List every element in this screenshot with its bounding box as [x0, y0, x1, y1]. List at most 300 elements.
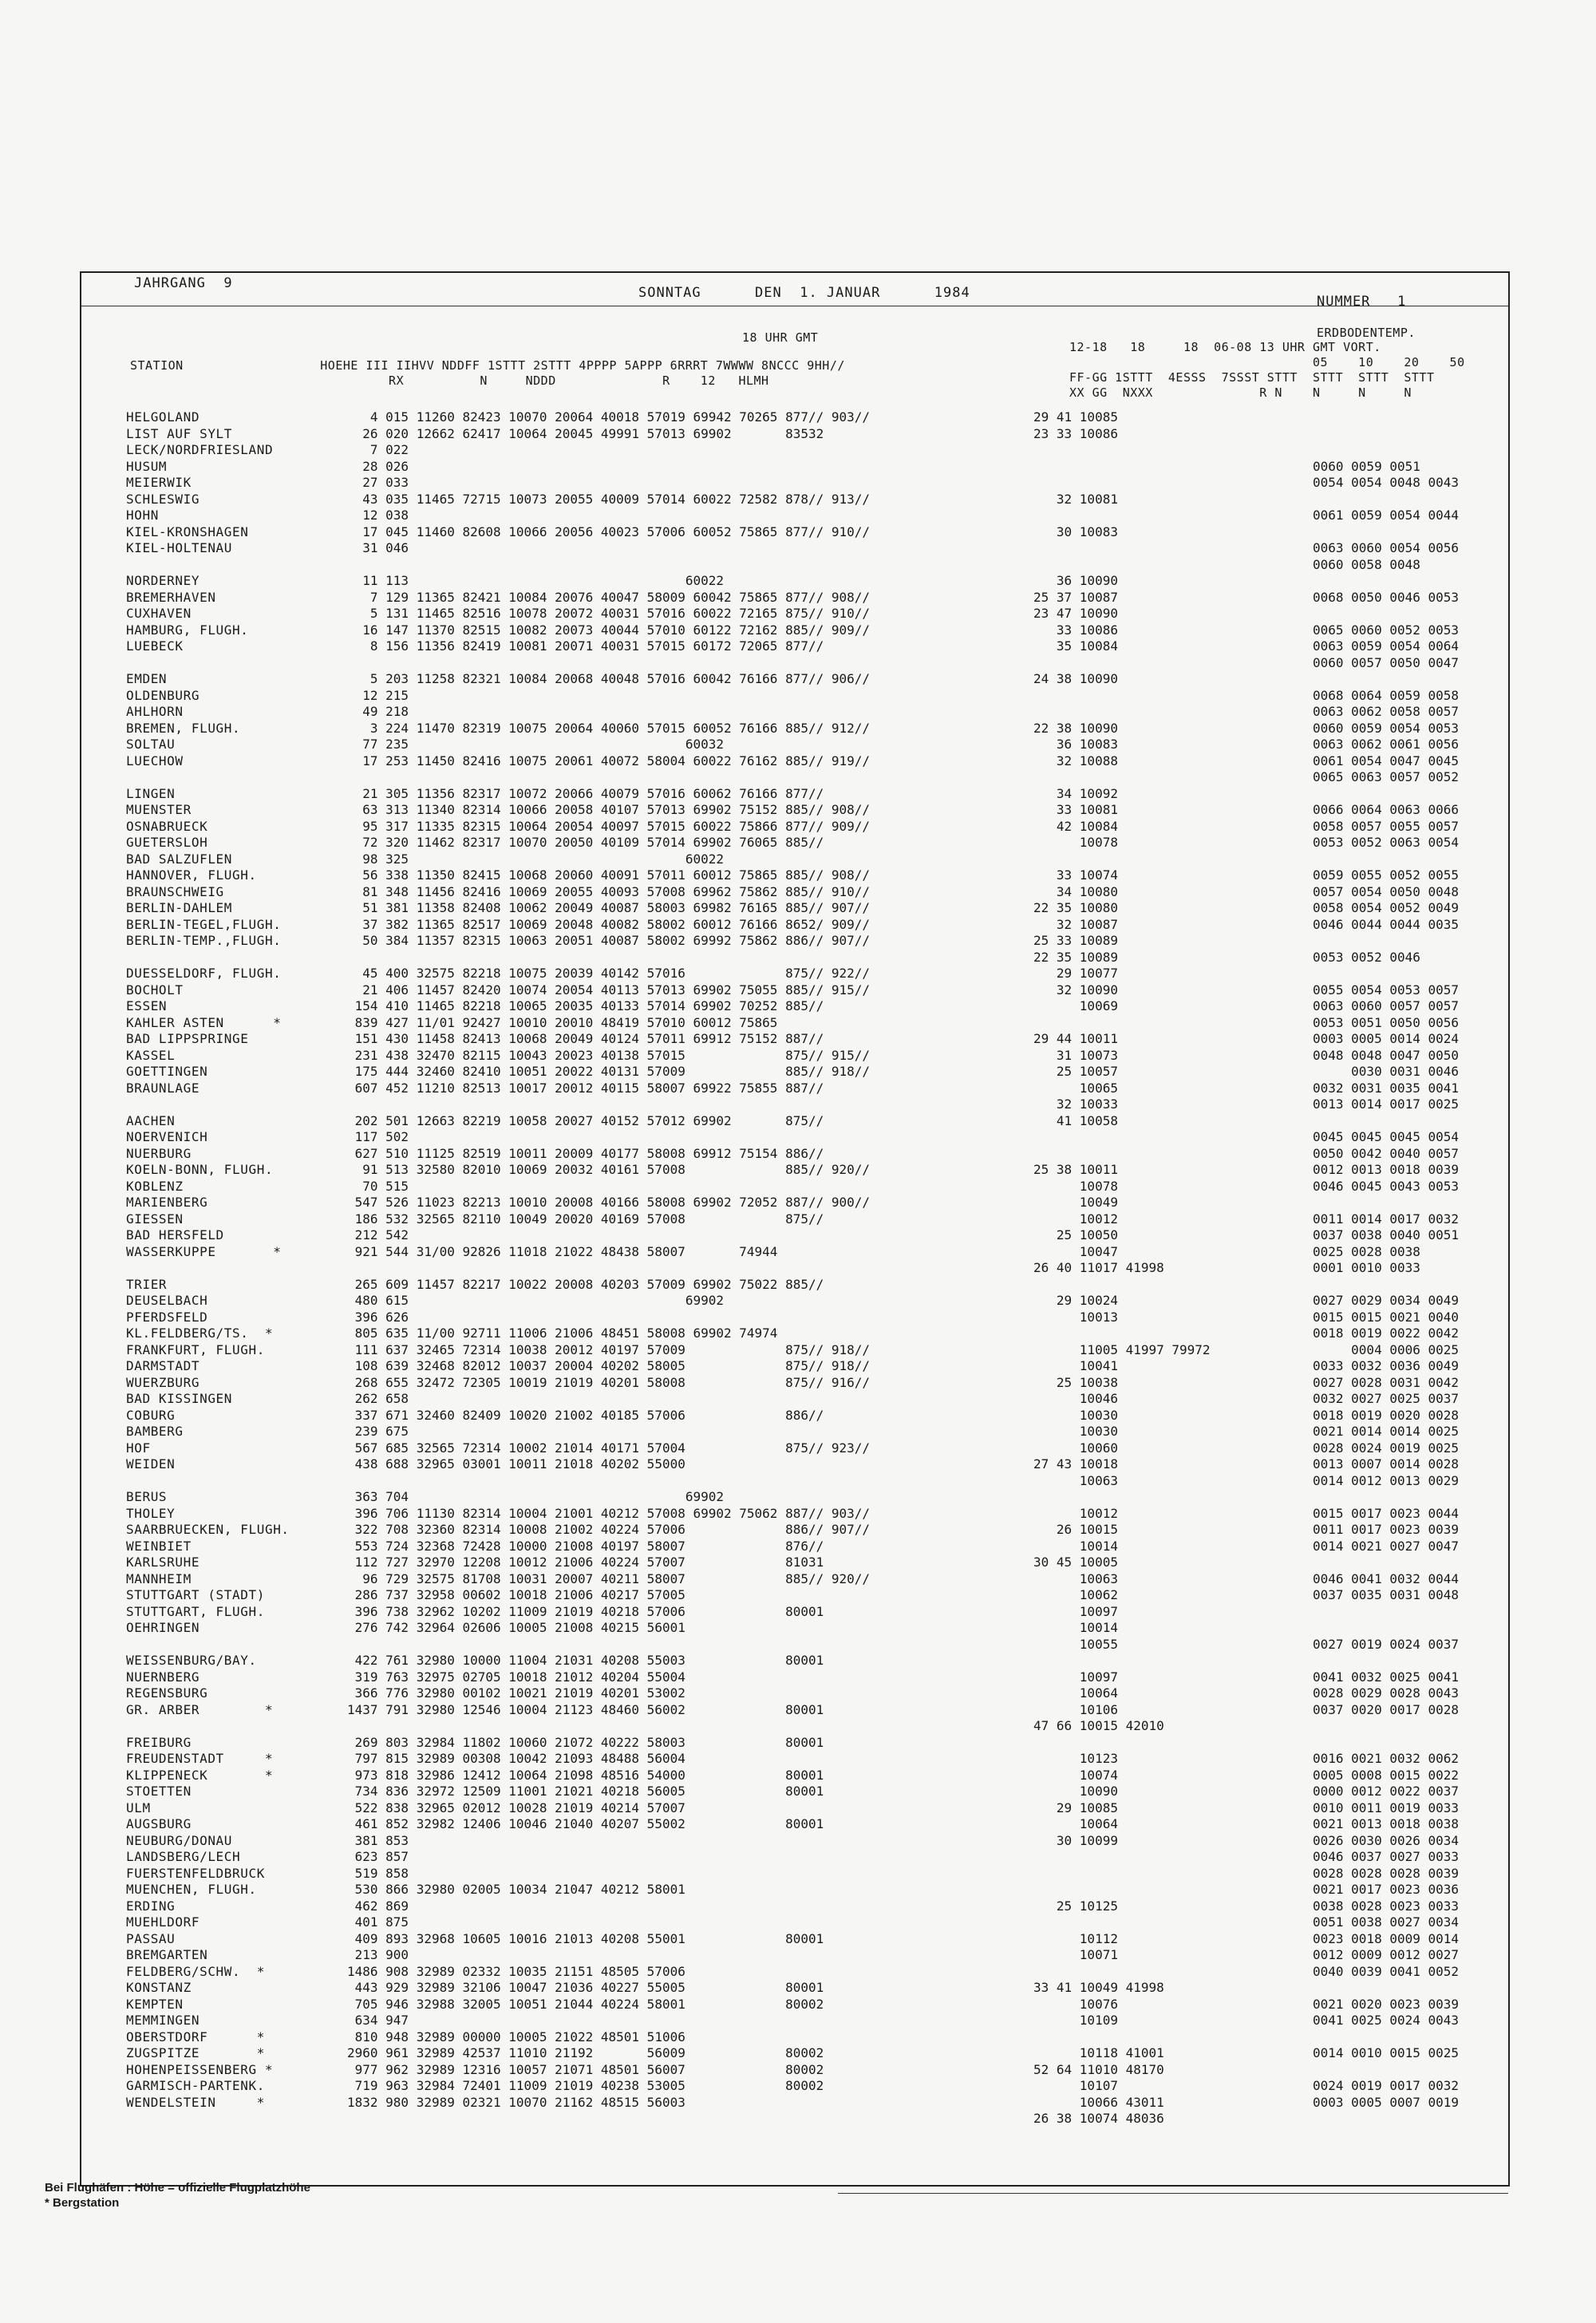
max-wind-min-temp: 33 10086	[1033, 622, 1118, 638]
synop-values: 381 853	[347, 1832, 409, 1848]
soil-temps: 0037 0035 0031 0048	[1313, 1587, 1460, 1602]
soil-temps: 0046 0045 0043 0053	[1313, 1178, 1460, 1194]
station-name: STUTTGART (STADT)	[126, 1587, 265, 1602]
soil-temps: 0041 0025 0024 0043	[1313, 2013, 1460, 2028]
soil-temps: 0014 0021 0027 0047	[1313, 1538, 1460, 1554]
soil-temps: 0046 0044 0044 0035	[1313, 916, 1460, 932]
station-name: WASSERKUPPE *	[126, 1243, 282, 1259]
station-name: KASSEL	[126, 1047, 176, 1063]
soil-temps: 0021 0017 0023 0036	[1313, 1882, 1460, 1897]
soil-temps: 0023 0018 0009 0014	[1313, 1930, 1460, 1946]
max-wind-min-temp: 36 10090	[1033, 573, 1118, 588]
col-header-sub-right: XX GG NXXX R N N N N	[1069, 385, 1412, 400]
station-name: NORDERNEY	[126, 573, 200, 588]
soil-temps: 0005 0008 0015 0022	[1313, 1767, 1460, 1783]
table-frame	[80, 271, 1510, 2187]
max-wind-min-temp: 10013	[1033, 1309, 1118, 1325]
max-wind-min-temp: 10078	[1033, 835, 1118, 850]
soil-temps: 0060 0059 0051	[1313, 458, 1420, 474]
max-wind-min-temp: 10041	[1033, 1358, 1118, 1373]
station-name: DEUSELBACH	[126, 1293, 208, 1308]
synop-values: 839 427 11/01 92427 10010 20010 48419 57010 60012 75865	[347, 1014, 778, 1030]
station-name: WEISSENBURG/BAY.	[126, 1653, 257, 1668]
synop-values: 72 320 11462 82317 10070 20050 40109 57014 69902 76065 885//	[347, 835, 824, 850]
station-name: GR. ARBER *	[126, 1701, 274, 1717]
synop-values: 519 858	[347, 1865, 409, 1881]
synop-values: 797 815 32989 00308 10042 21093 48488 56004	[347, 1751, 685, 1766]
station-name: BERLIN-TEGEL,FLUGH.	[126, 916, 282, 932]
station-name: HOF	[126, 1440, 151, 1456]
soil-temps: 0016 0021 0032 0062	[1313, 1751, 1460, 1766]
soil-temps: 0065 0060 0052 0053	[1313, 622, 1460, 638]
station-name: SOLTAU	[126, 737, 176, 752]
synop-values: 4 015 11260 82423 10070 20064 40018 57019 69942 70265 877// 903//	[347, 409, 871, 425]
station-name: WEIDEN	[126, 1456, 176, 1472]
soil-temps: 0053 0052 0063 0054	[1313, 835, 1460, 850]
station-name: OEHRINGEN	[126, 1620, 200, 1635]
station-name: GARMISCH-PARTENK.	[126, 2078, 265, 2093]
soil-temps: 0027 0029 0034 0049	[1313, 1293, 1460, 1308]
max-wind-min-temp: 10012	[1033, 1505, 1118, 1521]
soil-temps: 0010 0011 0019 0033	[1313, 1800, 1460, 1815]
max-wind-min-temp: 25 10057	[1033, 1064, 1118, 1079]
synop-values: 81 348 11456 82416 10069 20055 40093 57008 69962 75862 885// 910//	[347, 883, 871, 899]
max-wind-min-temp: 10078	[1033, 1178, 1118, 1194]
soil-temps: 0028 0028 0028 0039	[1313, 1865, 1460, 1881]
max-wind-min-temp: 24 38 10090	[1033, 671, 1118, 686]
soil-temps: 0004 0006 0025	[1313, 1341, 1460, 1357]
max-wind-min-temp: 25 10125	[1033, 1898, 1118, 1914]
synop-values: 27 033	[347, 475, 409, 490]
max-wind-min-temp: 29 10085	[1033, 1800, 1118, 1815]
synop-values: 977 962 32989 12316 10057 21071 48501 56007 80002	[347, 2061, 824, 2077]
max-wind-min-temp: 52 64 11010 48170	[1033, 2061, 1164, 2077]
station-name: NOERVENICH	[126, 1129, 208, 1144]
synop-values: 522 838 32965 02012 10028 21019 40214 57007	[347, 1800, 685, 1815]
max-wind-min-temp: 25 10050	[1033, 1227, 1118, 1242]
synop-values: 409 893 32968 10605 10016 21013 40208 55001 80001	[347, 1930, 824, 1946]
max-wind-min-temp: 10066 43011	[1033, 2094, 1164, 2110]
soil-temps: 0038 0028 0023 0033	[1313, 1898, 1460, 1914]
col-header-erdboden: ERDBODENTEMP.	[1317, 326, 1416, 340]
synop-values: 16 147 11370 82515 10082 20073 40044 57010 60122 72162 885// 909//	[347, 622, 871, 638]
station-name: HOHENPEISSENBERG *	[126, 2061, 274, 2077]
station-name: ESSEN	[126, 998, 168, 1013]
station-name: AHLHORN	[126, 704, 184, 719]
station-name: BRAUNLAGE	[126, 1080, 200, 1096]
soil-temps: 0046 0037 0027 0033	[1313, 1849, 1460, 1864]
synop-values: 17 253 11450 82416 10075 20061 40072 58004 60022 76162 885// 919//	[347, 753, 871, 768]
max-wind-min-temp: 10107	[1033, 2078, 1118, 2093]
col-header-gmt: 18 UHR GMT	[742, 330, 819, 345]
max-wind-min-temp: 10064	[1033, 1816, 1118, 1831]
synop-values: 461 852 32982 12406 10046 21040 40207 55002 80001	[347, 1816, 824, 1831]
max-wind-min-temp: 29 10077	[1033, 966, 1118, 981]
max-wind-min-temp: 22 35 10080	[1033, 900, 1118, 915]
station-name: MEIERWIK	[126, 475, 192, 490]
station-name: KEMPTEN	[126, 1996, 184, 2012]
synop-values: 396 706 11130 82314 10004 21001 40212 57008 69902 75062 887// 903//	[347, 1505, 871, 1521]
station-name: FUERSTENFELDBRUCK	[126, 1865, 265, 1881]
max-wind-min-temp: 10065	[1033, 1080, 1118, 1096]
synop-values: 547 526 11023 82213 10010 20008 40166 58008 69902 72052 887// 900//	[347, 1195, 871, 1210]
station-name: REGENSBURG	[126, 1685, 208, 1701]
max-wind-min-temp: 10063	[1033, 1570, 1118, 1586]
max-wind-min-temp: 10097	[1033, 1669, 1118, 1685]
station-name: WENDELSTEIN *	[126, 2094, 265, 2110]
max-wind-min-temp: 10064	[1033, 1685, 1118, 1701]
station-name: HELGOLAND	[126, 409, 200, 425]
col-header-sub: RX N NDDD R 12 HLMH	[130, 373, 769, 388]
soil-temps: 0058 0054 0052 0049	[1313, 900, 1460, 915]
synop-values: 396 738 32962 10202 11009 21019 40218 57006 80001	[347, 1603, 824, 1619]
max-wind-min-temp: 32 10087	[1033, 916, 1118, 932]
max-wind-min-temp: 32 10033	[1033, 1096, 1118, 1112]
max-wind-min-temp: 25 37 10087	[1033, 589, 1118, 605]
synop-values: 262 658	[347, 1391, 409, 1406]
station-name: FREIBURG	[126, 1734, 192, 1750]
max-wind-min-temp: 22 38 10090	[1033, 720, 1118, 736]
station-name: OLDENBURG	[126, 687, 200, 703]
soil-temps: 0025 0028 0038	[1313, 1243, 1420, 1259]
footnote-mountain: * Bergstation	[45, 2196, 120, 2210]
station-name: BREMGARTEN	[126, 1947, 208, 1962]
synop-values: 117 502	[347, 1129, 409, 1144]
synop-values: 530 866 32980 02005 10034 21047 40212 58001	[347, 1882, 685, 1897]
synop-values: 634 947	[347, 2013, 409, 2028]
station-name: BAD LIPPSPRINGE	[126, 1031, 249, 1046]
synop-values: 50 384 11357 82315 10063 20051 40087 58002 69992 75862 886// 907//	[347, 933, 871, 948]
station-name: GUETERSLOH	[126, 835, 208, 850]
soil-temps: 0030 0031 0046	[1313, 1064, 1460, 1079]
max-wind-min-temp: 25 33 10089	[1033, 933, 1118, 948]
synop-values: 12 215	[347, 687, 409, 703]
max-wind-min-temp: 10097	[1033, 1603, 1118, 1619]
max-wind-min-temp: 25 10038	[1033, 1374, 1118, 1390]
synop-values: 422 761 32980 10000 11004 21031 40208 55003 80001	[347, 1653, 824, 1668]
synop-values: 7 129 11365 82421 10084 20076 40047 58009 60042 75865 877// 908//	[347, 589, 871, 605]
synop-values: 5 203 11258 82321 10084 20068 40048 57016 60042 76166 877// 906//	[347, 671, 871, 686]
synop-values: 623 857	[347, 1849, 409, 1864]
station-name: ERDING	[126, 1898, 176, 1914]
max-wind-min-temp: 29 10024	[1033, 1293, 1118, 1308]
synop-values: 366 776 32980 00102 10021 21019 40201 53002	[347, 1685, 685, 1701]
synop-values: 112 727 32970 12208 10012 21006 40224 57007 81031	[347, 1555, 824, 1570]
synop-values: 21 406 11457 82420 10074 20054 40113 57013 69902 75055 885// 915//	[347, 982, 871, 998]
synop-values: 231 438 32470 82115 10043 20023 40138 57015 875// 915//	[347, 1047, 871, 1063]
station-name: DARMSTADT	[126, 1358, 200, 1373]
max-wind-min-temp: 10069	[1033, 998, 1118, 1013]
synop-values: 337 671 32460 82409 10020 21002 40185 57006 886//	[347, 1407, 824, 1423]
synop-values: 319 763 32975 02705 10018 21012 40204 55004	[347, 1669, 685, 1685]
synop-values: 1437 791 32980 12546 10004 21123 48460 56002 80001	[347, 1701, 824, 1717]
soil-temps: 0003 0005 0014 0024	[1313, 1031, 1460, 1046]
station-name: BREMERHAVEN	[126, 589, 216, 605]
max-wind-min-temp: 23 47 10090	[1033, 606, 1118, 621]
synop-values: 462 869	[347, 1898, 409, 1914]
date-label: SONNTAG DEN 1. JANUAR 1984	[638, 285, 970, 301]
max-wind-min-temp: 29 44 10011	[1033, 1031, 1118, 1046]
station-name: FRANKFURT, FLUGH.	[126, 1341, 265, 1357]
station-name: BAD KISSINGEN	[126, 1391, 233, 1406]
synop-values: 269 803 32984 11802 10060 21072 40222 58003 80001	[347, 1734, 824, 1750]
max-wind-min-temp: 10090	[1033, 1784, 1118, 1799]
max-wind-min-temp: 22 35 10089	[1033, 949, 1118, 965]
max-wind-min-temp: 10030	[1033, 1407, 1118, 1423]
max-wind-min-temp: 29 41 10085	[1033, 409, 1118, 425]
synop-values: 1832 980 32989 02321 10070 21162 48515 56003	[347, 2094, 685, 2110]
col-header-codes: STATION HOEHE III IIHVV NDDFF 1STTT 2STTT 4PPPP 5APPP 6RRRT 7WWWW 8NCCC 9HH//	[130, 358, 845, 373]
synop-values: 810 948 32989 00000 10005 21022 48501 51006	[347, 2029, 685, 2044]
station-name: LECK/NORDFRIESLAND	[126, 442, 274, 457]
max-wind-min-temp: 30 45 10005	[1033, 1555, 1118, 1570]
max-wind-min-temp: 25 38 10011	[1033, 1162, 1118, 1177]
max-wind-min-temp: 42 10084	[1033, 818, 1118, 834]
soil-temps: 0051 0038 0027 0034	[1313, 1914, 1460, 1930]
synop-values: 49 218	[347, 704, 409, 719]
synop-values: 401 875	[347, 1914, 409, 1930]
synop-values: 212 542	[347, 1227, 409, 1242]
max-wind-min-temp: 31 10073	[1033, 1047, 1118, 1063]
synop-values: 363 704 69902	[347, 1489, 725, 1504]
synop-values: 705 946 32988 32005 10051 21044 40224 58001 80002	[347, 1996, 824, 2012]
station-name: NUERNBERG	[126, 1669, 200, 1685]
synop-values: 5 131 11465 82516 10078 20072 40031 57016 60022 72165 875// 910//	[347, 606, 871, 621]
station-name: NUERBURG	[126, 1145, 192, 1161]
max-wind-min-temp: 10112	[1033, 1930, 1118, 1946]
soil-temps: 0013 0007 0014 0028	[1313, 1456, 1460, 1472]
synop-values: 8 156 11356 82419 10081 20071 40031 57015 60172 72065 877//	[347, 638, 824, 654]
soil-temps: 0037 0038 0040 0051	[1313, 1227, 1460, 1242]
soil-temps: 0012 0013 0018 0039	[1313, 1162, 1460, 1177]
synop-values: 96 729 32575 81708 10031 20007 40211 58007 885// 920//	[347, 1570, 871, 1586]
max-wind-min-temp: 35 10084	[1033, 638, 1118, 654]
max-wind-min-temp: 26 10015	[1033, 1522, 1118, 1537]
max-wind-min-temp: 32 10088	[1033, 753, 1118, 768]
max-wind-min-temp: 11005 41997 79972	[1033, 1341, 1211, 1357]
synop-values: 63 313 11340 82314 10066 20058 40107 57013 69902 75152 885// 908//	[347, 802, 871, 817]
station-name: MUENCHEN, FLUGH.	[126, 1882, 257, 1897]
footnote-airports: Bei Flughäfen : Höhe = offizielle Flugplatzhöhe	[45, 2181, 310, 2195]
synop-values: 186 532 32565 82110 10049 20020 40169 57008 875//	[347, 1211, 824, 1227]
synop-values: 627 510 11125 82519 10011 20009 40177 58008 69912 75154 886//	[347, 1145, 824, 1161]
soil-temps: 0000 0012 0022 0037	[1313, 1784, 1460, 1799]
max-wind-min-temp: 10062	[1033, 1587, 1118, 1602]
soil-temps: 0021 0020 0023 0039	[1313, 1996, 1460, 2012]
station-name: LUECHOW	[126, 753, 184, 768]
max-wind-min-temp: 10060	[1033, 1440, 1118, 1456]
max-wind-min-temp: 10076	[1033, 1996, 1118, 2012]
synop-values: 91 513 32580 82010 10069 20032 40161 57008 885// 920//	[347, 1162, 871, 1177]
synop-values: 734 836 32972 12509 11001 21021 40218 56005 80001	[347, 1784, 824, 1799]
soil-temps: 0053 0051 0050 0056	[1313, 1014, 1460, 1030]
station-name: BAD SALZUFLEN	[126, 851, 233, 867]
synop-values: 98 325 60022	[347, 851, 725, 867]
max-wind-min-temp: 32 10081	[1033, 491, 1118, 507]
max-wind-min-temp: 10049	[1033, 1195, 1118, 1210]
max-wind-min-temp: 10014	[1033, 1620, 1118, 1635]
synop-values: 51 381 11358 82408 10062 20049 40087 58003 69982 76165 885// 907//	[347, 900, 871, 915]
synop-values: 438 688 32965 03001 10011 21018 40202 55000	[347, 1456, 685, 1472]
max-wind-min-temp: 10109	[1033, 2013, 1118, 2028]
station-name: MUENSTER	[126, 802, 192, 817]
soil-temps: 0037 0020 0017 0028	[1313, 1701, 1460, 1717]
max-wind-min-temp: 26 40 11017 41998	[1033, 1260, 1164, 1275]
synop-values: 719 963 32984 72401 11009 21019 40238 53005 80002	[347, 2078, 824, 2093]
synop-values: 28 026	[347, 458, 409, 474]
max-wind-min-temp: 30 10099	[1033, 1832, 1118, 1848]
max-wind-min-temp: 26 38 10074 48036	[1033, 2111, 1164, 2126]
max-wind-min-temp: 41 10058	[1033, 1112, 1118, 1128]
max-wind-min-temp: 10063	[1033, 1472, 1118, 1488]
max-wind-min-temp: 32 10090	[1033, 982, 1118, 998]
station-name: OBERSTDORF *	[126, 2029, 265, 2044]
synop-values: 95 317 11335 82315 10064 20054 40097 57015 60022 75866 877// 909//	[347, 818, 871, 834]
jahrgang-label: JAHRGANG 9	[134, 275, 233, 291]
station-name: TRIER	[126, 1276, 168, 1292]
max-wind-min-temp: 33 10081	[1033, 802, 1118, 817]
synop-values: 1486 908 32989 02332 10035 21151 48505 57006	[347, 1963, 685, 1979]
max-wind-min-temp: 10071	[1033, 1947, 1118, 1962]
soil-temps: 0068 0064 0059 0058	[1313, 687, 1460, 703]
synop-values: 7 022	[347, 442, 409, 457]
station-name: HANNOVER, FLUGH.	[126, 867, 257, 883]
max-wind-min-temp: 10047	[1033, 1243, 1118, 1259]
station-name: BERLIN-TEMP.,FLUGH.	[126, 933, 282, 948]
max-wind-min-temp: 10012	[1033, 1211, 1118, 1227]
synop-values: 31 046	[347, 540, 409, 555]
synop-values: 45 400 32575 82218 10075 20039 40142 57016 875// 922//	[347, 966, 871, 981]
max-wind-min-temp: 10106	[1033, 1701, 1118, 1717]
station-name: KL.FELDBERG/TS. *	[126, 1325, 274, 1341]
soil-temps: 0063 0060 0054 0056	[1313, 540, 1460, 555]
soil-temps: 0063 0059 0054 0064	[1313, 638, 1460, 654]
station-name: KARLSRUHE	[126, 1555, 200, 1570]
station-name: KAHLER ASTEN *	[126, 1014, 282, 1030]
station-name: LUEBECK	[126, 638, 184, 654]
synop-values: 567 685 32565 72314 10002 21014 40171 57004 875// 923//	[347, 1440, 871, 1456]
synop-values: 973 818 32986 12412 10064 21098 48516 54000 80001	[347, 1767, 824, 1783]
max-wind-min-temp: 10014	[1033, 1538, 1118, 1554]
synop-values: 17 045 11460 82608 10066 20056 40023 57006 60052 75865 877// 910//	[347, 523, 871, 539]
max-wind-min-temp: 34 10080	[1033, 883, 1118, 899]
station-name: SAARBRUECKEN, FLUGH.	[126, 1522, 290, 1537]
soil-temps: 0013 0014 0017 0025	[1313, 1096, 1460, 1112]
max-wind-min-temp: 10118 41001	[1033, 2045, 1164, 2060]
station-name: BREMEN, FLUGH.	[126, 720, 241, 736]
station-name: PASSAU	[126, 1930, 176, 1946]
soil-temps: 0032 0027 0025 0037	[1313, 1391, 1460, 1406]
soil-temps: 0011 0017 0023 0039	[1313, 1522, 1460, 1537]
soil-temps: 0027 0028 0031 0042	[1313, 1374, 1460, 1390]
synop-values: 111 637 32465 72314 10038 20012 40197 57009 875// 918//	[347, 1341, 871, 1357]
station-name: LINGEN	[126, 785, 176, 801]
max-wind-min-temp: 27 43 10018	[1033, 1456, 1118, 1472]
soil-temps: 0032 0031 0035 0041	[1313, 1080, 1460, 1096]
synop-values: 70 515	[347, 1178, 409, 1194]
synop-values: 37 382 11365 82517 10069 20048 40082 58002 60012 76166 8652/ 909//	[347, 916, 871, 932]
soil-temps: 0063 0060 0057 0057	[1313, 998, 1460, 1013]
soil-temps: 0024 0019 0017 0032	[1313, 2078, 1460, 2093]
station-name: KIEL-KRONSHAGEN	[126, 523, 249, 539]
soil-temps: 0066 0064 0063 0066	[1313, 802, 1460, 817]
synop-values: 26 020 12662 62417 10064 20045 49991 57013 69902 83532	[347, 425, 824, 441]
station-name: HOHN	[126, 508, 159, 523]
synop-values: 322 708 32360 82314 10008 21002 40224 57006 886// 907//	[347, 1522, 871, 1537]
soil-temps: 0012 0009 0012 0027	[1313, 1947, 1460, 1962]
station-name: COBURG	[126, 1407, 176, 1423]
synop-values: 805 635 11/00 92711 11006 21006 48451 58008 69902 74974	[347, 1325, 778, 1341]
synop-values: 77 235 60032	[347, 737, 725, 752]
soil-temps: 0028 0029 0028 0043	[1313, 1685, 1460, 1701]
soil-temps: 0021 0013 0018 0038	[1313, 1816, 1460, 1831]
synop-values: 921 544 31/00 92826 11018 21022 48438 58007 74944	[347, 1243, 778, 1259]
soil-temps: 0003 0005 0007 0019	[1313, 2094, 1460, 2110]
soil-temps: 0054 0054 0048 0043	[1313, 475, 1460, 490]
station-name: BERLIN-DAHLEM	[126, 900, 233, 915]
synop-values: 151 430 11458 82413 10068 20049 40124 57011 69912 75152 887//	[347, 1031, 824, 1046]
max-wind-min-temp: 10074	[1033, 1767, 1118, 1783]
station-name: STOETTEN	[126, 1784, 192, 1799]
max-wind-min-temp: 10123	[1033, 1751, 1118, 1766]
station-name: BOCHOLT	[126, 982, 184, 998]
soil-temps: 0026 0030 0026 0034	[1313, 1832, 1460, 1848]
synop-values: 11 113 60022	[347, 573, 725, 588]
max-wind-min-temp: 30 10083	[1033, 523, 1118, 539]
soil-temps: 0021 0014 0014 0025	[1313, 1424, 1460, 1439]
soil-temps: 0060 0059 0054 0053	[1313, 720, 1460, 736]
synop-values: 175 444 32460 82410 10051 20022 40131 57009 885// 918//	[347, 1064, 871, 1079]
synop-values: 202 501 12663 82219 10058 20027 40152 57012 69902 875//	[347, 1112, 824, 1128]
max-wind-min-temp: 34 10092	[1033, 785, 1118, 801]
soil-temps: 0014 0012 0013 0029	[1313, 1472, 1460, 1488]
soil-temps: 0014 0010 0015 0025	[1313, 2045, 1460, 2060]
soil-temps: 0011 0014 0017 0032	[1313, 1211, 1460, 1227]
max-wind-min-temp: 23 33 10086	[1033, 425, 1118, 441]
synop-values: 213 900	[347, 1947, 409, 1962]
synop-values: 480 615 69902	[347, 1293, 725, 1308]
synop-values: 2960 961 32989 42537 11010 21192 56009 80002	[347, 2045, 824, 2060]
station-name: PFERDSFELD	[126, 1309, 208, 1325]
max-wind-min-temp: 36 10083	[1033, 737, 1118, 752]
synop-values: 21 305 11356 82317 10072 20066 40079 57016 60062 76166 877//	[347, 785, 824, 801]
soil-temps: 0018 0019 0020 0028	[1313, 1407, 1460, 1423]
station-name: DUESSELDORF, FLUGH.	[126, 966, 282, 981]
max-wind-min-temp: 33 10074	[1033, 867, 1118, 883]
soil-temps: 0018 0019 0022 0042	[1313, 1325, 1460, 1341]
soil-temps: 0015 0017 0023 0044	[1313, 1505, 1460, 1521]
soil-temps: 0060 0057 0050 0047	[1313, 654, 1460, 670]
station-name: OSNABRUECK	[126, 818, 208, 834]
synop-values: 154 410 11465 82218 10065 20035 40133 57014 69902 70252 885//	[347, 998, 824, 1013]
soil-temps: 0055 0054 0053 0057	[1313, 982, 1460, 998]
soil-temps: 0040 0039 0041 0052	[1313, 1963, 1460, 1979]
nummer-label: NUMMER 1	[1317, 294, 1407, 310]
soil-temps: 0027 0019 0024 0037	[1313, 1636, 1460, 1652]
station-name: EMDEN	[126, 671, 168, 686]
station-name: HUSUM	[126, 458, 168, 474]
soil-temps: 0057 0054 0050 0048	[1313, 883, 1460, 899]
synop-values: 607 452 11210 82513 10017 20012 40115 58007 69922 75855 887//	[347, 1080, 824, 1096]
synop-values: 3 224 11470 82319 10075 20064 40060 57015 60052 76166 885// 912//	[347, 720, 871, 736]
station-name: BAD HERSFELD	[126, 1227, 224, 1242]
max-wind-min-temp: 47 66 10015 42010	[1033, 1718, 1164, 1733]
synop-values: 396 626	[347, 1309, 409, 1325]
synop-values: 108 639 32468 82012 10037 20004 40202 58005 875// 918//	[347, 1358, 871, 1373]
station-name: SCHLESWIG	[126, 491, 200, 507]
bottom-rule	[838, 2193, 1508, 2194]
soil-temps: 0063 0062 0058 0057	[1313, 704, 1460, 719]
